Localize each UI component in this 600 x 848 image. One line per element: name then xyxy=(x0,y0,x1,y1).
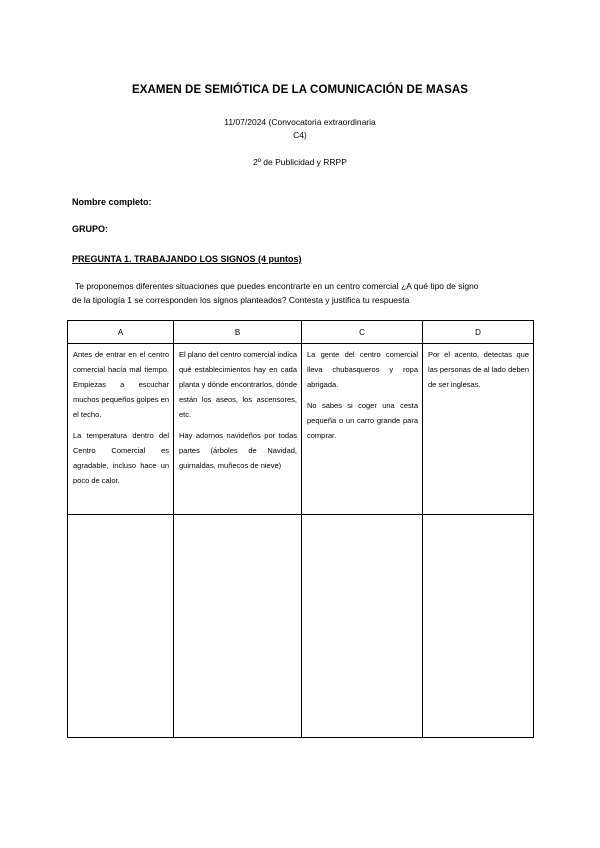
exam-code: C4) xyxy=(293,130,307,140)
answer-cell-d[interactable] xyxy=(423,515,534,738)
answer-cell-c[interactable] xyxy=(302,515,423,738)
column-header-b: B xyxy=(174,321,302,344)
question-intro-line-1: Te proponemos diferentes situaciones que puedes encontrarte en un centro comercial ¿A qué tipo de signo xyxy=(75,281,479,291)
column-header-c: C xyxy=(302,321,423,344)
situation-cell-d xyxy=(423,344,534,515)
situation-d-text-1: Por el acento, detectas que las personas de al lado deben de ser inglesas. xyxy=(428,350,529,389)
name-field-label: Nombre completo: xyxy=(72,197,152,207)
question-title: PREGUNTA 1. TRABAJANDO LOS SIGNOS (4 puntos) xyxy=(72,254,302,264)
course-name: 2º de Publicidad y RRPP xyxy=(253,157,347,167)
situation-a-text-2: La temperatura dentro del Centro Comercial es agradable, incluso hace un poco de calor. xyxy=(73,431,169,485)
column-header-a: A xyxy=(68,321,174,344)
group-field-label: GRUPO: xyxy=(72,224,108,234)
exam-title: EXAMEN DE SEMIÓTICA DE LA COMUNICACIÓN DE MASAS xyxy=(131,84,469,96)
answer-cell-b[interactable] xyxy=(174,515,302,738)
situation-b-text-1: El plano del centro comercial indica qué establecimientos hay en cada planta y dónde encontrarlos, dónde están los aseos, los ascensores, etc. xyxy=(179,350,297,419)
situations-row xyxy=(68,344,534,515)
question-intro-line-2: de la tipología 1 se corresponden los signos planteados? Contesta y justifica tu respuesta xyxy=(72,295,410,305)
situation-cell-b xyxy=(174,344,302,515)
column-header-d: D xyxy=(423,321,534,344)
situation-b-text-2: Hay adornos navideños por todas partes (árboles de Navidad, guirnaldas, muñecos de nieve) xyxy=(179,431,297,470)
exam-date: 11/07/2024 (Convocatoria extraordinaria xyxy=(224,117,376,127)
situation-a-text-1: Antes de entrar en el centro comercial hacía mal tiempo. Empiezas a escuchar muchos pequeños golpes en el techo. xyxy=(73,350,169,419)
situation-c-text-1: La gente del centro comercial lleva chubasqueros y ropa abrigada. xyxy=(307,350,418,389)
answer-table xyxy=(67,320,534,738)
table-header-row xyxy=(68,321,534,344)
answer-cell-a[interactable] xyxy=(68,515,174,738)
situation-cell-c xyxy=(302,344,423,515)
answers-row xyxy=(68,515,534,738)
situation-c-text-2: No sabes si coger una cesta pequeña o un carro grande para comprar. xyxy=(307,401,418,440)
situation-cell-a xyxy=(68,344,174,515)
